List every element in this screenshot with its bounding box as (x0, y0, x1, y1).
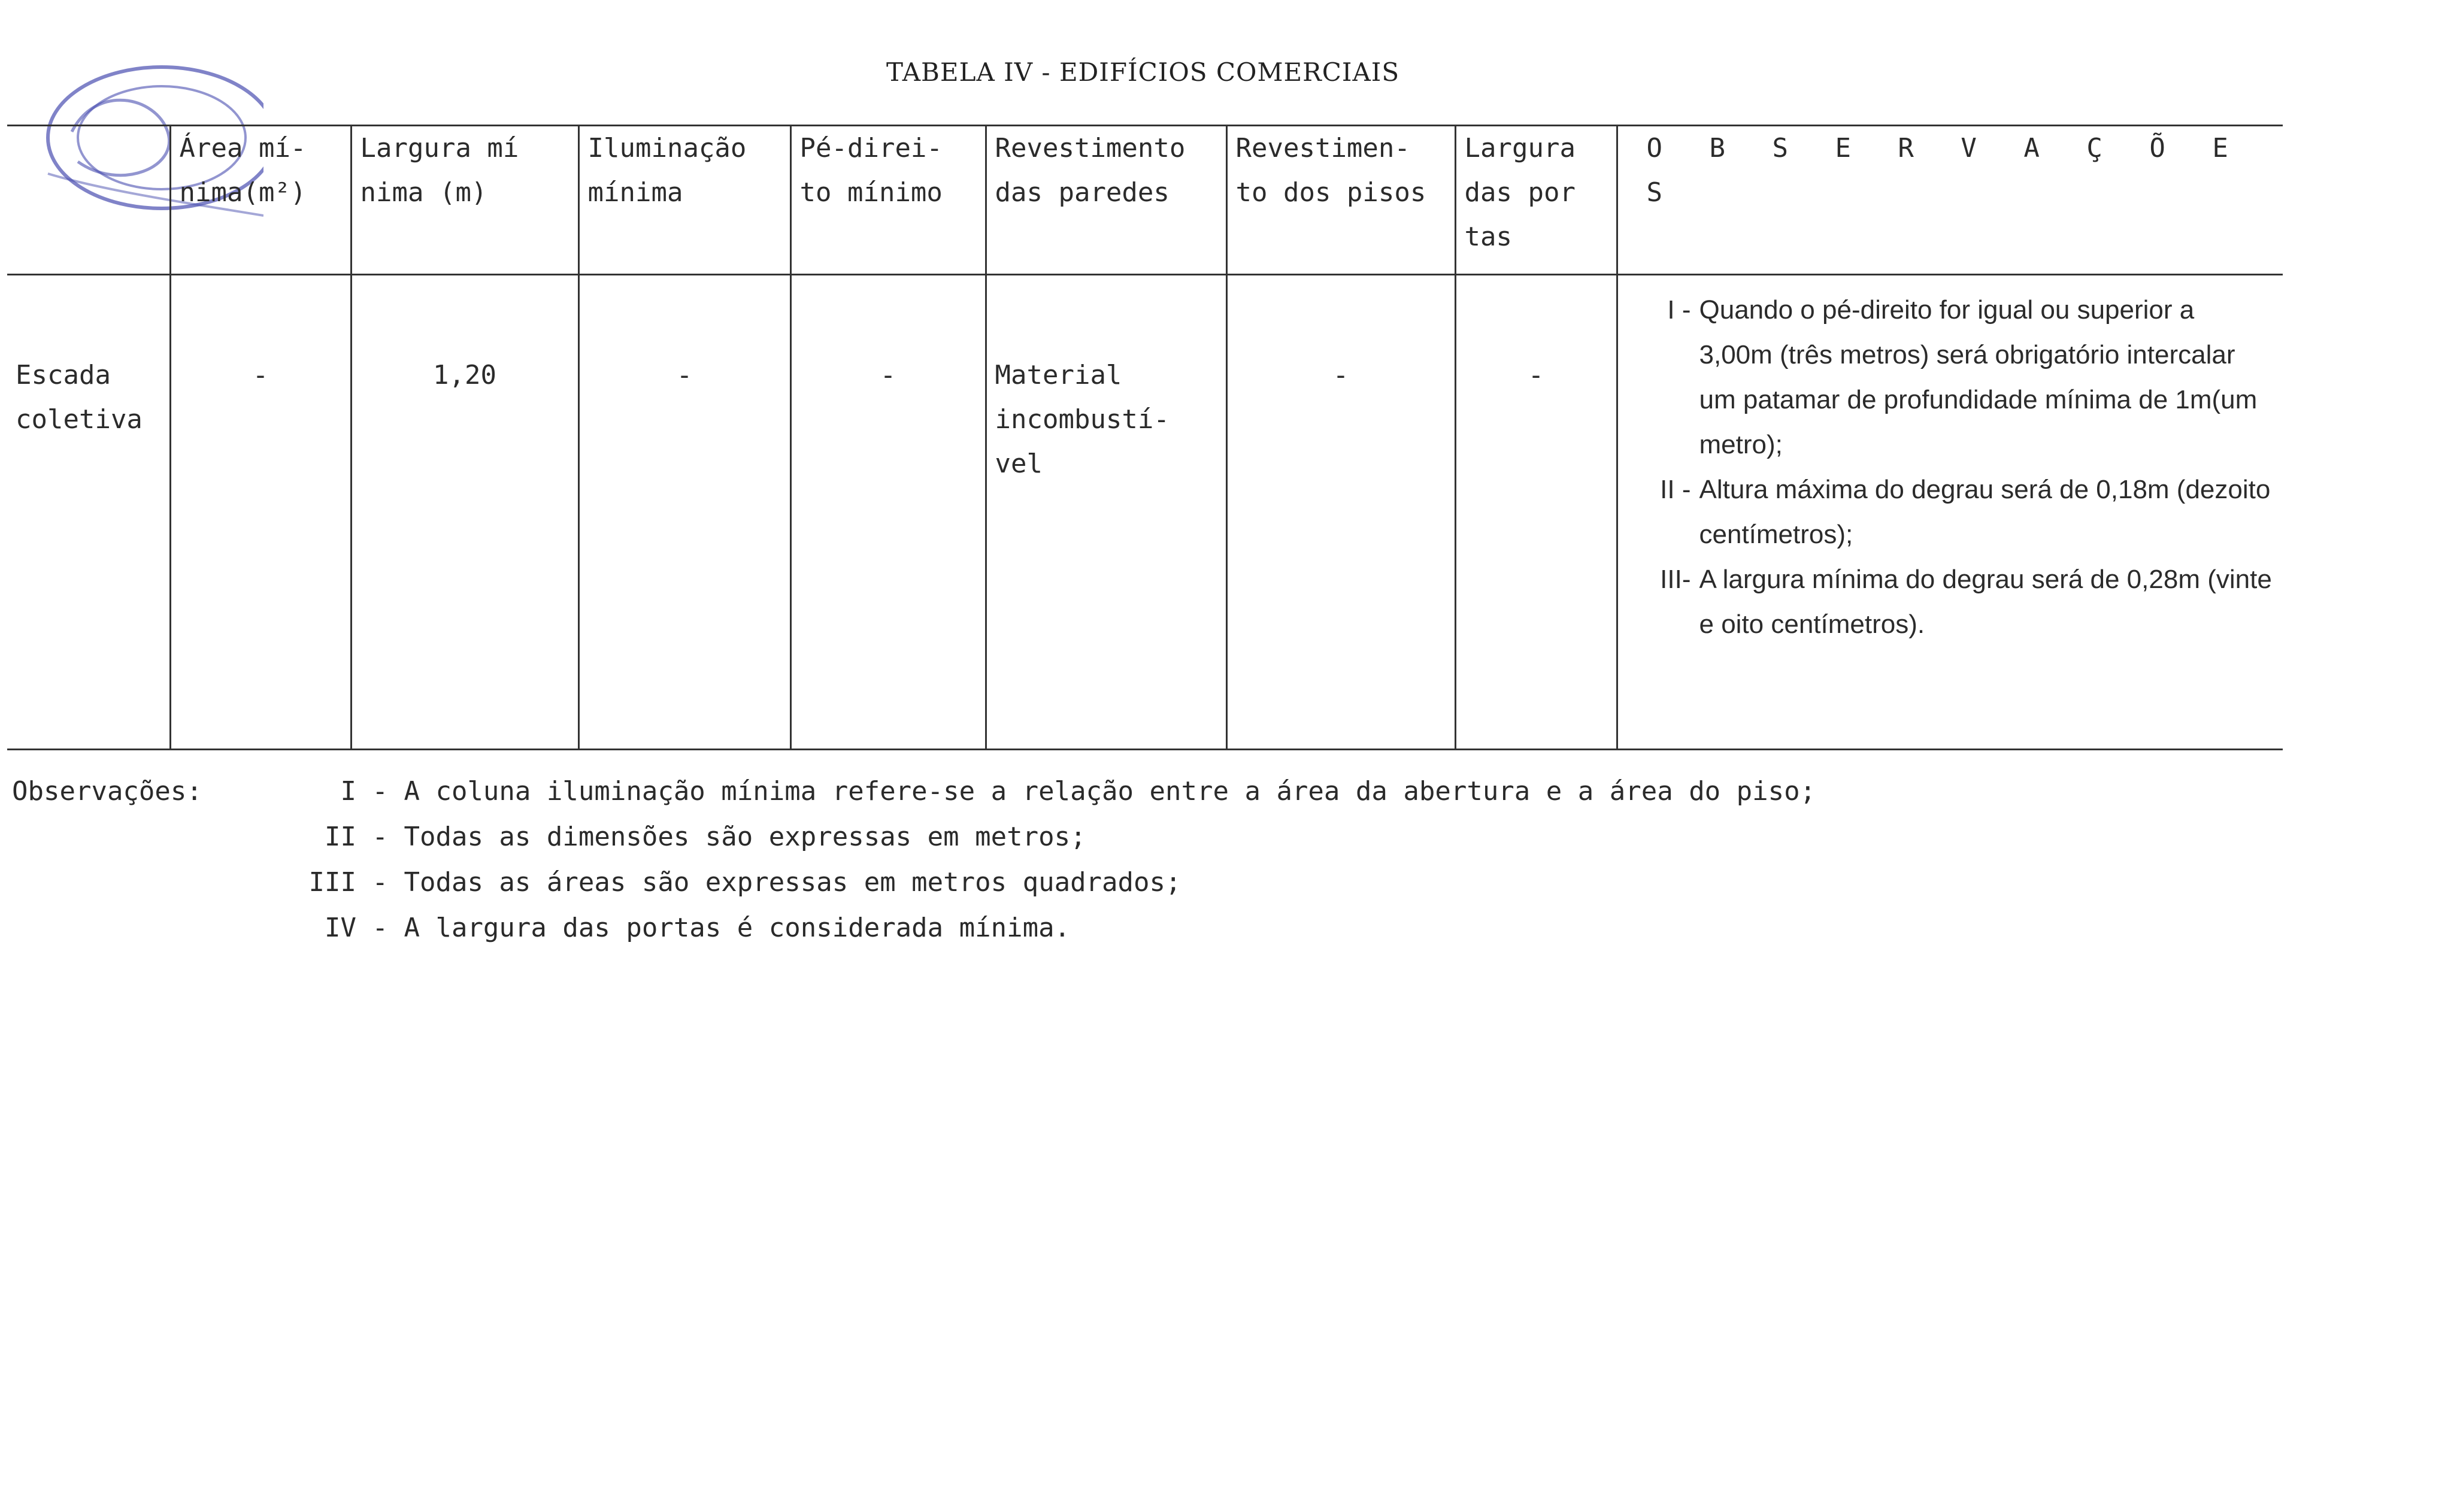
header-rev-pisos: Revestimen- to dos pisos (1226, 126, 1455, 275)
header-iluminacao: Iluminação mínima (578, 126, 790, 275)
header-pe-direito: Pé-direi- to mínimo (790, 126, 986, 275)
obs-number: I - (1667, 295, 1691, 325)
note-number: II (325, 822, 356, 852)
obs-item (1626, 287, 2275, 467)
document-title: TABELA IV - EDIFÍCIOS COMERCIAIS (886, 57, 1400, 87)
note-number: I (340, 776, 356, 807)
cell-largura: 1,20 (351, 275, 578, 750)
note-text: - Todas as dimensões são expressas em metros; (372, 822, 1086, 852)
header-rev-paredes: Revestimento das paredes (986, 126, 1226, 275)
header-largura: Largura mí nima (m) (351, 126, 578, 275)
note-number: III (308, 867, 356, 898)
cell-iluminacao: - (578, 275, 790, 750)
note-number: IV (325, 913, 356, 943)
obs-text: Quando o pé-direito for igual ou superior a 3,00m (três metros) será obrigatório intercalar um patamar de profundidade mínima de 1m(um metro); (1699, 295, 2258, 459)
cell-largura-portas: - (1455, 275, 1617, 750)
note-text: - A largura das portas é considerada mínima. (372, 913, 1071, 943)
note-item (284, 860, 1181, 905)
note-text: - Todas as áreas são expressas em metros quadrados; (372, 867, 1181, 898)
obs-number: II - (1660, 475, 1691, 504)
cell-rev-pisos: - (1226, 275, 1455, 750)
header-blank (7, 126, 170, 275)
cell-rev-paredes: Material incombustí- vel (986, 275, 1226, 750)
obs-number: III- (1660, 565, 1691, 594)
notes-title: Observações: (12, 776, 202, 807)
obs-item (1626, 557, 2275, 647)
note-text: - A coluna iluminação mínima refere-se a relação entre a área da abertura e a área do piso; (372, 776, 1816, 807)
note-item (284, 905, 1070, 951)
header-observacoes: O B S E R V A Ç Õ E S (1617, 126, 2283, 275)
requirements-table (7, 125, 2283, 750)
note-item (284, 814, 1086, 860)
cell-pe-direito: - (790, 275, 986, 750)
obs-text: Altura máxima do degrau será de 0,18m (dezoito centímetros); (1699, 475, 2271, 549)
obs-item (1626, 467, 2275, 557)
table-header-row (7, 126, 2283, 275)
note-item (284, 769, 1816, 814)
row-label: Escada coletiva (7, 275, 170, 750)
table-row (7, 275, 2283, 750)
cell-area: - (170, 275, 351, 750)
header-area: Área mí- nima(m²) (170, 126, 351, 275)
header-largura-portas: Largura das por tas (1455, 126, 1617, 275)
cell-observacoes (1617, 275, 2283, 750)
obs-text: A largura mínima do degrau será de 0,28m (vinte e oito centímetros). (1699, 565, 2272, 639)
